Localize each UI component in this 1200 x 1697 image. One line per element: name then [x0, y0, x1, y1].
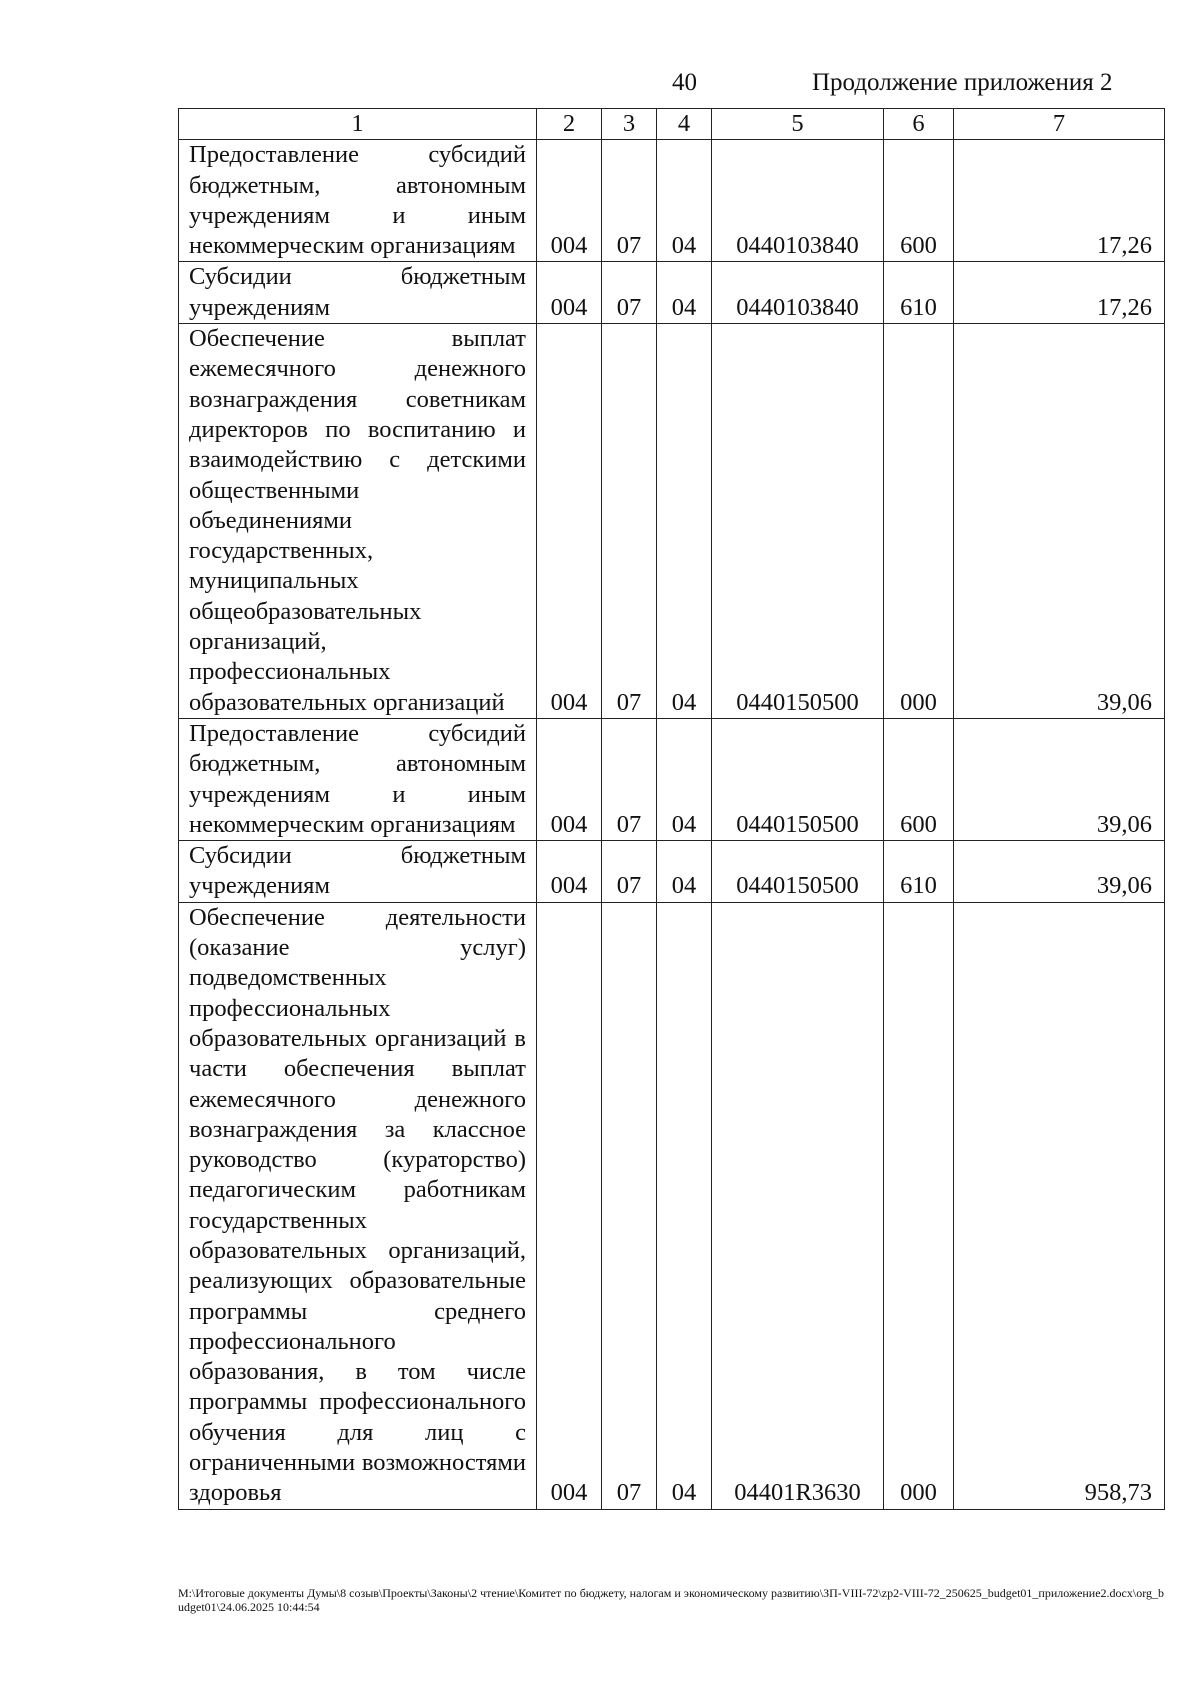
row-col6: 610 [884, 262, 954, 324]
table-header-row [179, 109, 1165, 140]
row-col3: 07 [602, 324, 657, 719]
table-row [179, 262, 1165, 324]
column-header: 1 [179, 109, 537, 140]
column-header: 5 [712, 109, 884, 140]
document-file-path: M:\Итоговые документы Думы\8 созыв\Проекты\Законы\2 чтение\Комитет по бюджету, налогам и экономическому развитию\ЗП-VIII-72\zp2-VIII-72_250625_budget01_приложение2.docx\org_budget01\24.06.2025 10:44:54 [178, 1586, 1164, 1614]
row-col2: 004 [537, 324, 602, 719]
row-col5: 0440103840 [712, 140, 884, 262]
row-col5: 0440150500 [712, 324, 884, 719]
continuation-caption: Продолжение приложения 2 [812, 69, 1113, 96]
row-amount: 17,26 [954, 140, 1165, 262]
row-col2: 004 [537, 902, 602, 1509]
row-name: Обеспечение выплат ежемесячного денежного вознаграждения советникам директоров по воспитанию и взаимодействию с детскими общественными объединениями государственных, муниципальных общеобразовательных организаций, профессиональных образовательных организаций [179, 324, 537, 719]
table-row [179, 140, 1165, 262]
row-col3: 07 [602, 262, 657, 324]
row-col3: 07 [602, 718, 657, 840]
table-row [179, 718, 1165, 840]
row-name: Предоставление субсидий бюджетным, автономным учреждениям и иным некоммерческим организациям [179, 140, 537, 262]
table-row [179, 841, 1165, 903]
column-header: 2 [537, 109, 602, 140]
budget-table [178, 108, 1165, 1510]
row-col3: 07 [602, 902, 657, 1509]
row-col5: 0440150500 [712, 718, 884, 840]
row-col3: 07 [602, 841, 657, 903]
row-name: Обеспечение деятельности (оказание услуг) подведомственных профессиональных образовательных организаций в части обеспечения выплат ежемесячного денежного вознаграждения за классное руководство (кураторство) педагогическим работникам государственных образовательных организаций, реализующих образовательные программы среднего профессионального образования, в том числе программы профессионального обучения для лиц с ограниченными возможностями здоровья [179, 902, 537, 1509]
row-name: Субсидии бюджетным учреждениям [179, 841, 537, 903]
table-row [179, 324, 1165, 719]
row-amount: 39,06 [954, 718, 1165, 840]
row-col5: 04401R3630 [712, 902, 884, 1509]
row-col4: 04 [657, 902, 712, 1509]
row-col2: 004 [537, 718, 602, 840]
row-amount: 39,06 [954, 841, 1165, 903]
row-col6: 600 [884, 140, 954, 262]
row-col4: 04 [657, 262, 712, 324]
row-amount: 39,06 [954, 324, 1165, 719]
row-col4: 04 [657, 841, 712, 903]
page-number: 40 [672, 69, 697, 96]
row-col6: 000 [884, 324, 954, 719]
column-header: 7 [954, 109, 1165, 140]
row-col4: 04 [657, 718, 712, 840]
table-row [179, 902, 1165, 1509]
row-amount: 17,26 [954, 262, 1165, 324]
row-col2: 004 [537, 841, 602, 903]
row-name: Предоставление субсидий бюджетным, автономным учреждениям и иным некоммерческим организациям [179, 718, 537, 840]
row-col5: 0440103840 [712, 262, 884, 324]
row-col4: 04 [657, 140, 712, 262]
column-header: 6 [884, 109, 954, 140]
row-name: Субсидии бюджетным учреждениям [179, 262, 537, 324]
row-col2: 004 [537, 140, 602, 262]
row-col5: 0440150500 [712, 841, 884, 903]
row-col2: 004 [537, 262, 602, 324]
row-col4: 04 [657, 324, 712, 719]
row-col3: 07 [602, 140, 657, 262]
column-header: 3 [602, 109, 657, 140]
column-header: 4 [657, 109, 712, 140]
row-col6: 600 [884, 718, 954, 840]
row-col6: 610 [884, 841, 954, 903]
row-col6: 000 [884, 902, 954, 1509]
row-amount: 958,73 [954, 902, 1165, 1509]
